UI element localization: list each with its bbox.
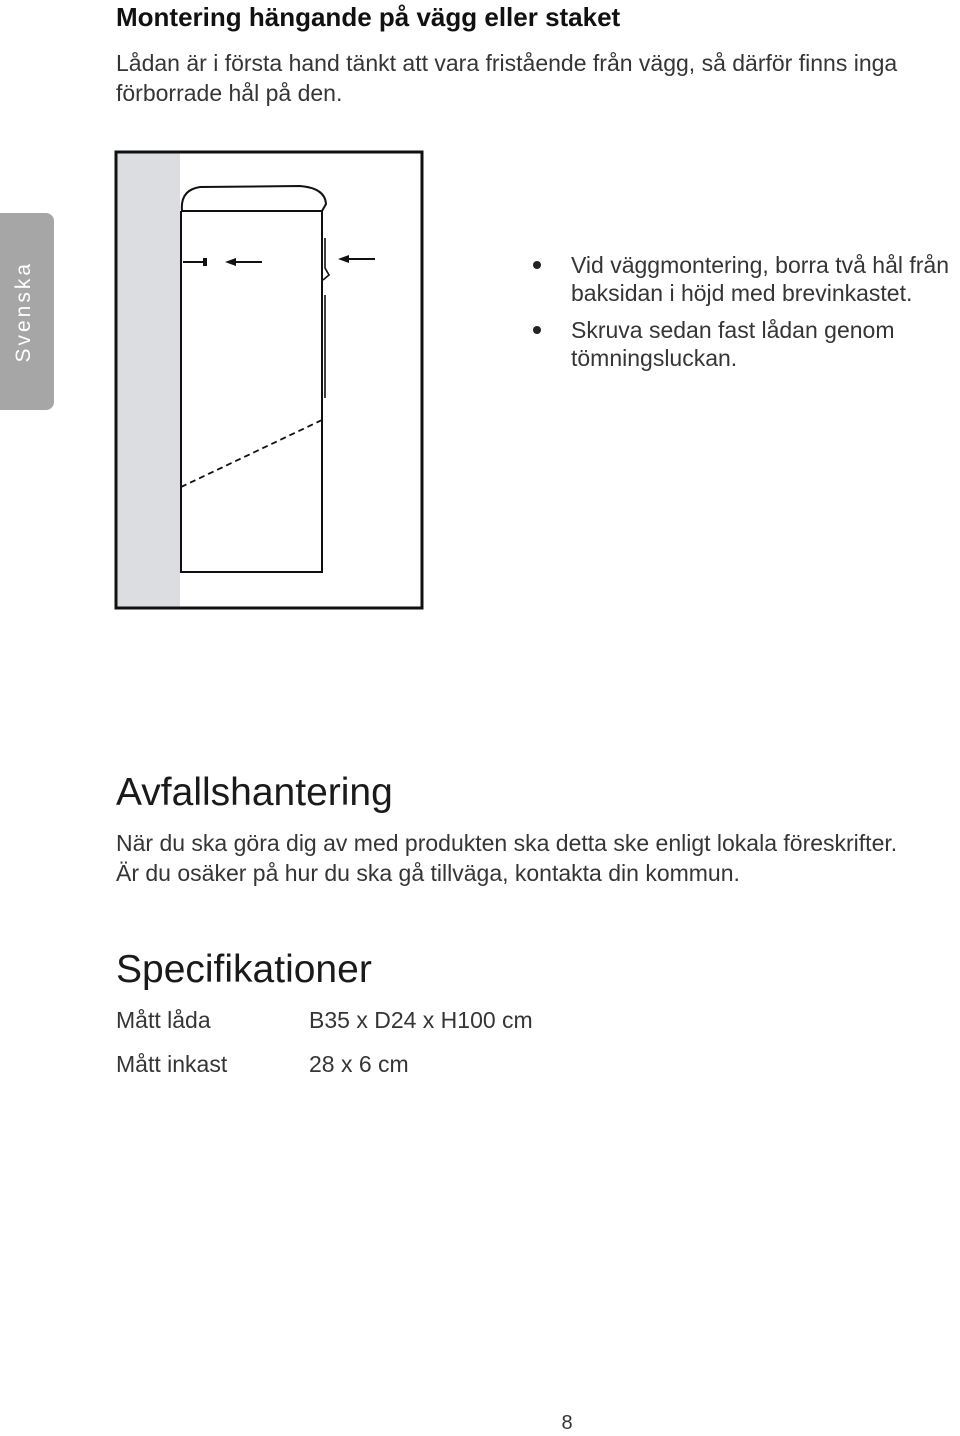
drill-hole-dot: [203, 258, 207, 266]
specs-heading: Specifikationer: [116, 948, 372, 991]
bullet-icon: [533, 261, 541, 269]
bullet-icon: [533, 326, 541, 334]
mailbox-lid: [182, 186, 326, 211]
spec-label-slot-size: Mått inkast: [116, 1051, 228, 1077]
page-number: 8: [561, 1412, 573, 1434]
list-item: [530, 316, 955, 372]
spec-label-box-size: Mått låda: [116, 1007, 211, 1033]
mounting-intro: [116, 48, 897, 108]
arrow-right-icon: [338, 255, 349, 263]
mailbox-body: [181, 211, 322, 572]
mounting-intro-line: förborrade hål på den.: [116, 80, 343, 106]
disposal-line: När du ska göra dig av med produkten ska detta ske enligt lokala föreskrifter.: [116, 830, 898, 856]
spec-value-box-size: B35 x D24 x H100 cm: [309, 1007, 533, 1033]
wall: [116, 152, 180, 608]
instruction-line: baksidan i höjd med brevinkastet.: [571, 280, 913, 306]
mounting-instructions: [530, 251, 955, 372]
wall-mounting-diagram: [114, 150, 424, 610]
spec-value-slot-size: 28 x 6 cm: [309, 1051, 409, 1077]
mounting-heading: Montering hängande på vägg eller staket: [116, 2, 621, 32]
disposal-text: [116, 828, 897, 888]
language-tab-label: Svenska: [12, 260, 35, 363]
disposal-heading: Avfallshantering: [116, 771, 393, 814]
disposal-line: Är du osäker på hur du ska gå tillväga, kontakta din kommun.: [116, 860, 740, 886]
instruction-line: Vid väggmontering, borra två hål från: [571, 252, 950, 278]
mounting-intro-line: Lådan är i första hand tänkt att vara fristående från vägg, så därför finns inga: [116, 50, 898, 76]
instruction-line: tömningsluckan.: [571, 345, 738, 371]
language-tab: [0, 213, 54, 410]
instruction-line: Skruva sedan fast lådan genom: [571, 317, 895, 343]
list-item: [530, 251, 955, 307]
mail-slot-flap: [323, 238, 329, 280]
